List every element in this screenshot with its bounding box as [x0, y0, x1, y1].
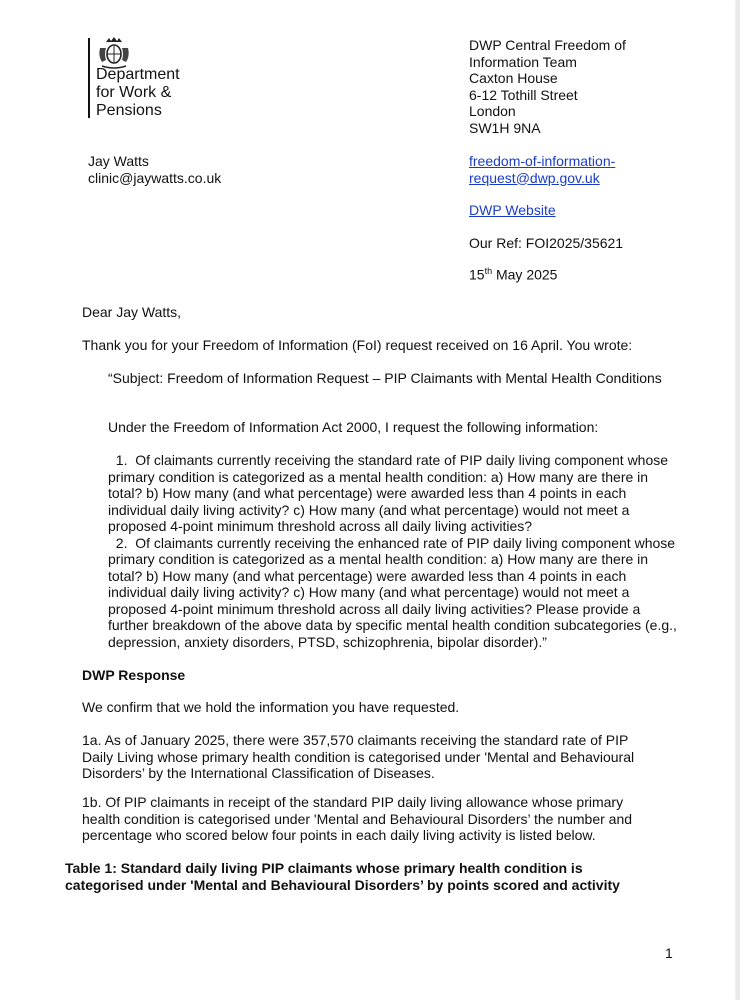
confirm-paragraph: We confirm that we hold the information you have requested. [82, 699, 460, 715]
dwp-website-link[interactable]: DWP Website [469, 202, 556, 218]
quote-subject: “Subject: Freedom of Information Request – PIP Claimants with Mental Health Conditions [108, 370, 662, 386]
email-line: freedom-of-information- [469, 153, 616, 169]
recipient-name: Jay Watts [88, 153, 149, 169]
address-line: DWP Central Freedom of [469, 37, 626, 53]
intro-paragraph: Thank you for your Freedom of Information (FoI) request received on 16 April. You wrote: [82, 337, 633, 353]
address-line: London [469, 103, 516, 120]
foi-email-link[interactable] [469, 153, 615, 186]
dept-line: Department [96, 66, 180, 83]
address-line: 6-12 Tothill Street [469, 86, 578, 103]
item-text: Of claimants currently receiving the standard rate of PIP daily living component whose primary condition is categorized as a mental health condition: a) How many are there in total? b) How many (and what percentage) were awarded less than 4 points in each individual daily living activity? c) How many (and what percentage) would not meet a proposed 4-point minimum threshold across all daily living activities? [108, 452, 669, 534]
response-heading: DWP Response [82, 667, 186, 683]
response-1a: 1a. As of January 2025, there were 357,570 claimants receiving the standard rate of PIP Daily Living whose primary health condition is categorised under 'Mental and Behavioural Disorders’ by the International Classification of Diseases. [82, 732, 635, 781]
recipient-block [88, 153, 221, 186]
reference-number: Our Ref: FOI2025/35621 [469, 235, 624, 251]
address-line: SW1H 9NA [469, 119, 541, 136]
list-item [108, 452, 678, 535]
dept-line: Pensions [96, 102, 162, 119]
page-number: 1 [665, 945, 673, 961]
item-number: 2. [115, 534, 128, 551]
sender-address [469, 37, 626, 137]
page-edge [736, 0, 740, 1000]
quote-act: Under the Freedom of Information Act 2000, I request the following information: [108, 419, 599, 435]
request-list [108, 452, 678, 650]
response-1b: 1b. Of PIP claimants in receipt of the standard PIP daily living allowance whose primary health condition is categorised under 'Mental and Behavioural Disorders’ the number and percentage who scored below four points in each daily living activity is listed below. [82, 794, 633, 843]
date-day: 15 [469, 266, 485, 283]
recipient-email: clinic@jaywatts.co.uk [88, 169, 222, 186]
table-title: Table 1: Standard daily living PIP claimants whose primary health condition is categorised under 'Mental and Behavioural Disorders’ by points scored and activity [65, 860, 620, 893]
department-name [96, 66, 180, 120]
list-item [108, 535, 678, 651]
date-rest: May 2025 [492, 266, 558, 283]
royal-coat-of-arms-icon [96, 36, 132, 70]
address-line: Information Team [469, 53, 577, 70]
logo-divider [88, 38, 90, 118]
item-text: Of claimants currently receiving the enhanced rate of PIP daily living component whose primary condition is categorized as a mental health condition: a) How many are there in total? b) How many (and what percentage) were awarded less than 4 points in each individual daily living activity? c) How many (and what percentage) would not meet a proposed 4-point minimum threshold across all daily living activities? Please provide a further breakdown of the above data by specific mental health condition subcategories (e.g., depression, anxiety disorders, PTSD, schizophrenia, bipolar disorder).” [108, 534, 677, 650]
item-number: 1. [115, 452, 128, 468]
address-line: Caxton House [469, 70, 558, 87]
date-suffix: th [484, 266, 493, 276]
salutation: Dear Jay Watts, [82, 304, 182, 320]
letter-date [469, 266, 557, 283]
email-line: request@dwp.gov.uk [469, 169, 600, 186]
dept-line: for Work & [96, 84, 172, 101]
